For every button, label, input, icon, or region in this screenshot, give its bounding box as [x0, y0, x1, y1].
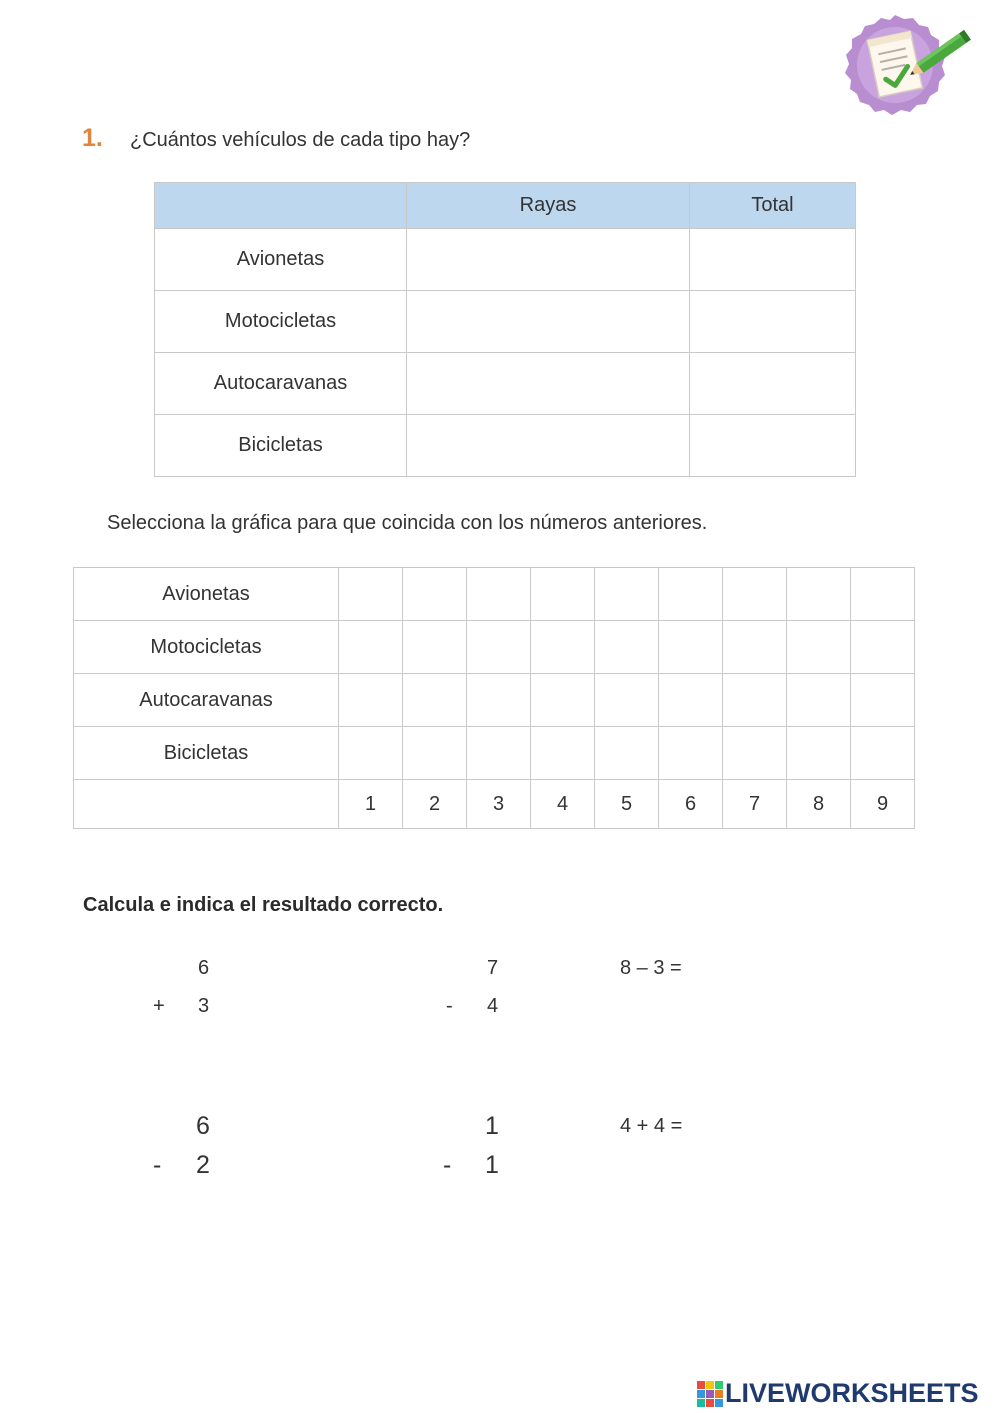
graph-cell-motocicletas-1[interactable] [339, 621, 403, 674]
row-label-bicicletas: Bicicletas [155, 415, 407, 477]
graph-cell-avionetas-1[interactable] [339, 568, 403, 621]
graph-number-9: 9 [851, 780, 915, 829]
graph-number-4: 4 [531, 780, 595, 829]
header-rayas: Rayas [407, 183, 690, 229]
checklist-pencil-icon [840, 10, 975, 120]
graph-cell-avionetas-3[interactable] [467, 568, 531, 621]
rayas-input-motocicletas[interactable] [407, 291, 690, 353]
total-input-autocaravanas[interactable] [690, 353, 856, 415]
graph-cell-bicicletas-6[interactable] [659, 727, 723, 780]
p4-top: 6 [196, 1112, 210, 1140]
graph-number-7: 7 [723, 780, 787, 829]
graph-cell-bicicletas-3[interactable] [467, 727, 531, 780]
graph-cell-autocaravanas-5[interactable] [595, 674, 659, 727]
p1-top: 6 [198, 957, 210, 979]
exercise-number: 1. [82, 124, 103, 152]
table-row [155, 291, 856, 353]
header-empty [155, 183, 407, 229]
graph-cell-autocaravanas-4[interactable] [531, 674, 595, 727]
graph-cell-avionetas-2[interactable] [403, 568, 467, 621]
exercise-question: ¿Cuántos vehículos de cada tipo hay? [130, 129, 471, 151]
rayas-input-bicicletas[interactable] [407, 415, 690, 477]
graph-row [74, 568, 915, 621]
graph-row-label-motocicletas: Motocicletas [74, 621, 339, 674]
graph-row-label-autocaravanas: Autocaravanas [74, 674, 339, 727]
rayas-input-avionetas[interactable] [407, 229, 690, 291]
graph-cell-bicicletas-5[interactable] [595, 727, 659, 780]
graph-number-6: 6 [659, 780, 723, 829]
graph-cell-autocaravanas-2[interactable] [403, 674, 467, 727]
graph-row-label-bicicletas: Bicicletas [74, 727, 339, 780]
table-header-row [155, 183, 856, 229]
table-row [155, 353, 856, 415]
row-label-avionetas: Avionetas [155, 229, 407, 291]
graph-cell-avionetas-6[interactable] [659, 568, 723, 621]
p1-sign: + [153, 995, 165, 1017]
p5-top: 1 [485, 1112, 499, 1140]
graph-cell-motocicletas-6[interactable] [659, 621, 723, 674]
graph-cell-motocicletas-2[interactable] [403, 621, 467, 674]
total-input-motocicletas[interactable] [690, 291, 856, 353]
graph-cell-bicicletas-7[interactable] [723, 727, 787, 780]
p1-bottom: 3 [198, 995, 210, 1017]
liveworksheets-logo-icon [697, 1381, 723, 1407]
p4-sign: - [153, 1151, 162, 1179]
total-input-bicicletas[interactable] [690, 415, 856, 477]
row-label-autocaravanas: Autocaravanas [155, 353, 407, 415]
header-total: Total [690, 183, 856, 229]
table-row [155, 415, 856, 477]
p3-expression: 8 – 3 = [620, 957, 682, 979]
graph-cell-motocicletas-7[interactable] [723, 621, 787, 674]
row-label-motocicletas: Motocicletas [155, 291, 407, 353]
graph-cell-motocicletas-4[interactable] [531, 621, 595, 674]
graph-cell-motocicletas-5[interactable] [595, 621, 659, 674]
graph-number-row [74, 780, 915, 829]
graph-cell-avionetas-9[interactable] [851, 568, 915, 621]
graph-cell-motocicletas-8[interactable] [787, 621, 851, 674]
vehicle-graph-grid [73, 567, 915, 829]
graph-cell-bicicletas-9[interactable] [851, 727, 915, 780]
p2-bottom: 4 [487, 995, 499, 1017]
p2-sign: - [446, 995, 453, 1017]
rayas-input-autocaravanas[interactable] [407, 353, 690, 415]
graph-cell-bicicletas-4[interactable] [531, 727, 595, 780]
vehicle-count-table [154, 182, 856, 477]
graph-cell-avionetas-5[interactable] [595, 568, 659, 621]
liveworksheets-logo [697, 1378, 979, 1409]
calc-title: Calcula e indica el resultado correcto. [83, 894, 444, 916]
graph-cell-motocicletas-3[interactable] [467, 621, 531, 674]
graph-cell-autocaravanas-9[interactable] [851, 674, 915, 727]
graph-number-row-empty [74, 780, 339, 829]
graph-cell-avionetas-8[interactable] [787, 568, 851, 621]
p4-bottom: 2 [196, 1151, 210, 1179]
graph-number-2: 2 [403, 780, 467, 829]
graph-cell-bicicletas-8[interactable] [787, 727, 851, 780]
graph-number-5: 5 [595, 780, 659, 829]
p5-bottom: 1 [485, 1151, 499, 1179]
p6-expression: 4 + 4 = [620, 1115, 683, 1137]
graph-cell-autocaravanas-6[interactable] [659, 674, 723, 727]
p5-sign: - [443, 1151, 452, 1179]
graph-cell-avionetas-4[interactable] [531, 568, 595, 621]
graph-cell-bicicletas-2[interactable] [403, 727, 467, 780]
graph-cell-autocaravanas-1[interactable] [339, 674, 403, 727]
graph-number-1: 1 [339, 780, 403, 829]
graph-instruction: Selecciona la gráfica para que coincida con los números anteriores. [107, 512, 708, 534]
brand-text: LIVEWORKSHEETS [725, 1378, 979, 1408]
p2-top: 7 [487, 957, 499, 979]
total-input-avionetas[interactable] [690, 229, 856, 291]
graph-number-3: 3 [467, 780, 531, 829]
graph-row [74, 674, 915, 727]
graph-row [74, 727, 915, 780]
graph-cell-autocaravanas-3[interactable] [467, 674, 531, 727]
graph-cell-autocaravanas-7[interactable] [723, 674, 787, 727]
graph-cell-motocicletas-9[interactable] [851, 621, 915, 674]
graph-number-8: 8 [787, 780, 851, 829]
graph-row-label-avionetas: Avionetas [74, 568, 339, 621]
table-row [155, 229, 856, 291]
graph-row [74, 621, 915, 674]
graph-cell-autocaravanas-8[interactable] [787, 674, 851, 727]
graph-cell-avionetas-7[interactable] [723, 568, 787, 621]
graph-cell-bicicletas-1[interactable] [339, 727, 403, 780]
